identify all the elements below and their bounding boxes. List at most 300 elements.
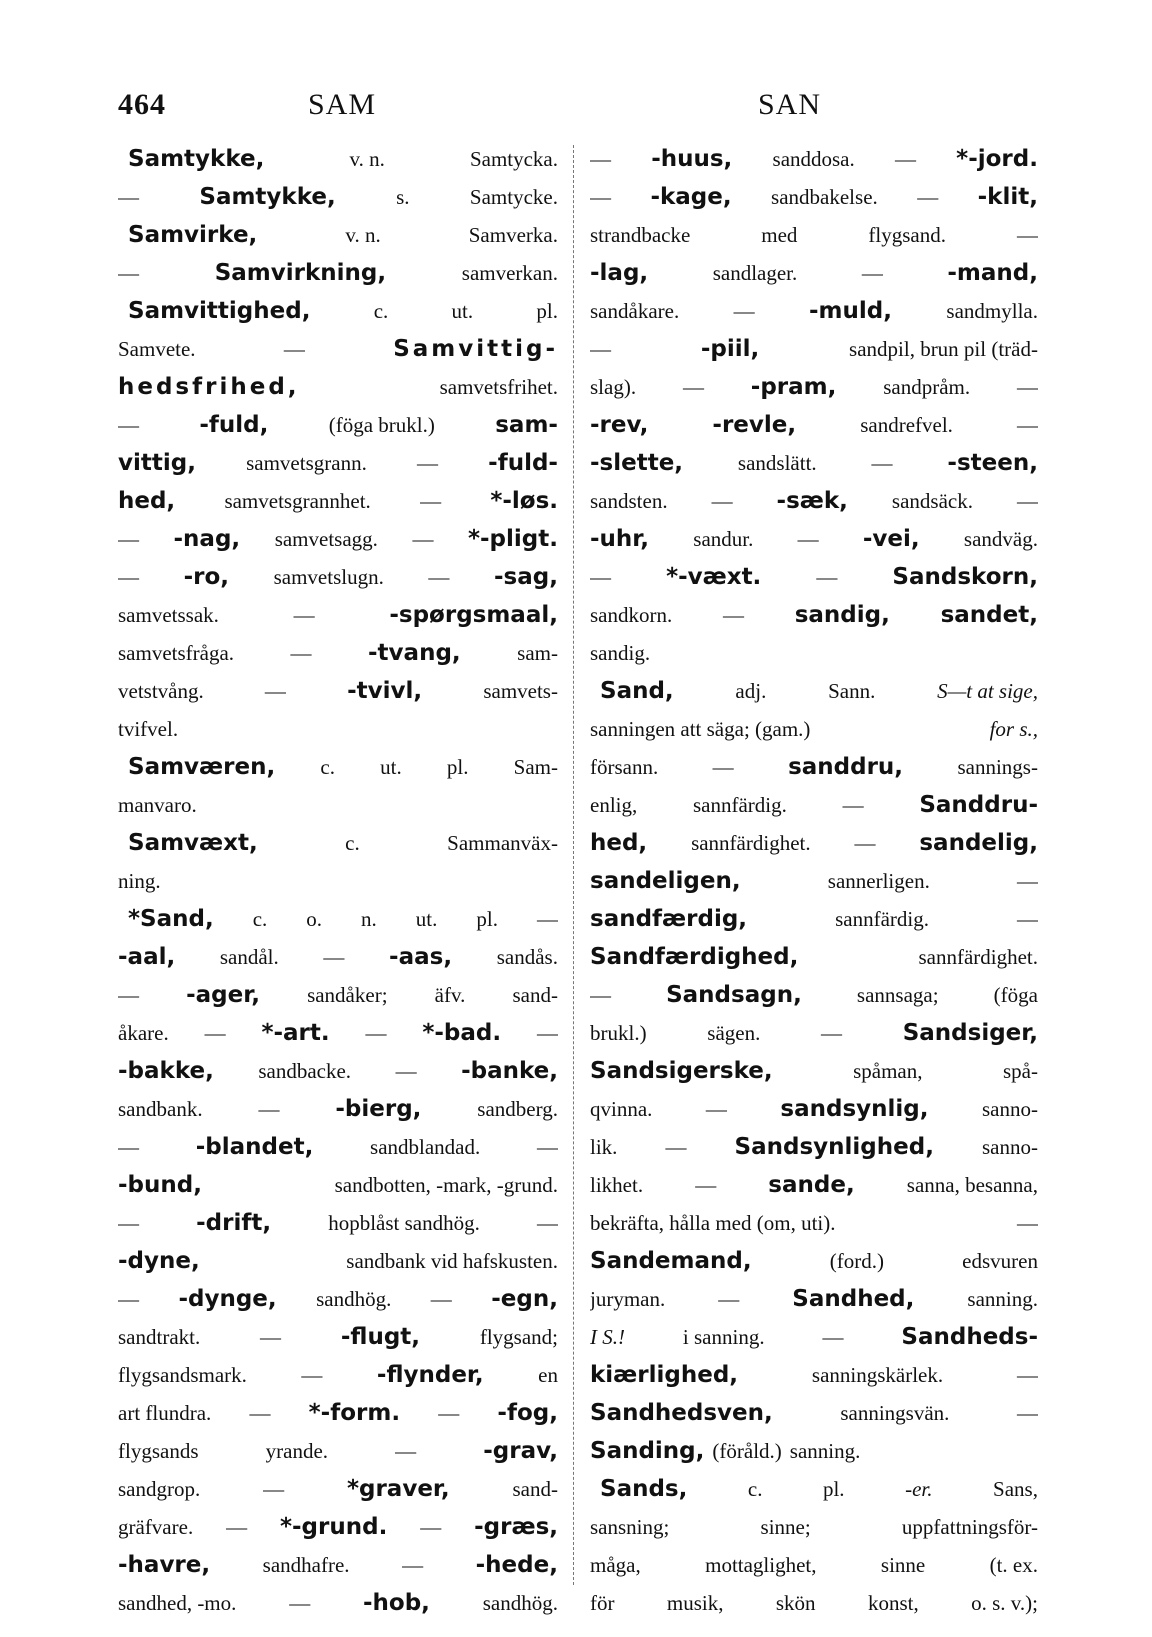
entry-line: [590, 330, 1038, 368]
headword: -fuld,: [199, 412, 269, 438]
definition-text: —: [590, 565, 611, 589]
entry-line: [118, 976, 558, 1014]
headword: -muld,: [809, 298, 892, 324]
definition-text: flygsands: [118, 1439, 199, 1463]
definition-text: pl.: [446, 755, 469, 779]
definition-text: sandslätt.: [737, 451, 817, 475]
definition-text: —: [917, 185, 939, 209]
headword: -bakke,: [118, 1058, 214, 1084]
definition-text: for s.,: [989, 717, 1038, 741]
headword: sanddru,: [788, 754, 904, 780]
definition-text: sandpråm.: [883, 375, 971, 399]
definition-text: —: [1017, 375, 1038, 399]
headword: *-grund.: [279, 1514, 388, 1540]
definition-text: —: [816, 565, 838, 589]
definition-text: —: [536, 1021, 558, 1045]
entry-line: [590, 634, 1038, 672]
definition-text: yrande.: [265, 1439, 329, 1463]
entry-line: [590, 406, 1038, 444]
definition-text: sandmylla.: [946, 299, 1038, 323]
entry-line: [590, 710, 1038, 748]
entry-line: [118, 140, 558, 178]
definition-text: försann.: [590, 755, 659, 779]
definition-text: sinne: [880, 1553, 926, 1577]
headword: -slette,: [590, 450, 684, 476]
definition-text: —: [821, 1021, 843, 1045]
headword: -pram,: [750, 374, 837, 400]
definition-text: c.: [320, 755, 335, 779]
entry-line: [590, 178, 1038, 216]
definition-text: (föråld.): [712, 1439, 782, 1463]
definition-text: ut.: [415, 907, 438, 931]
definition-text: sandåkare.: [590, 299, 680, 323]
definition-text: sandhed, -mo.: [118, 1591, 237, 1615]
headword: sam-: [495, 412, 558, 438]
definition-text: —: [536, 1211, 558, 1235]
right-guideword: SAN: [758, 88, 822, 121]
headword: -dyne,: [118, 1248, 200, 1274]
entry-line: [118, 596, 558, 634]
definition-text: —: [695, 1173, 717, 1197]
definition-text: sandur.: [693, 527, 754, 551]
entry-line: [590, 938, 1038, 976]
entry-line: [590, 368, 1038, 406]
headword: -vei,: [862, 526, 920, 552]
definition-text: I S.!: [590, 1325, 625, 1349]
definition-text: Samvete.: [118, 337, 196, 361]
entry-line: [118, 710, 558, 748]
headword: Sanddru-: [919, 792, 1038, 818]
entry-line: [590, 216, 1038, 254]
headword: -revle,: [712, 412, 797, 438]
definition-text: uppfattningsför-: [901, 1515, 1038, 1539]
entry-line: [118, 1090, 558, 1128]
entry-line: [590, 292, 1038, 330]
entry-line: [118, 1318, 558, 1356]
definition-text: —: [412, 527, 434, 551]
entry-line: [590, 824, 1038, 862]
headword: -fuld-: [488, 450, 558, 476]
headword: Sand,: [600, 678, 674, 704]
headword: sandeligen,: [590, 868, 741, 894]
entry-line: [590, 444, 1038, 482]
entry-line: [590, 1014, 1038, 1052]
definition-text: —: [249, 1401, 271, 1425]
definition-text: Samtycke.: [469, 185, 558, 209]
definition-text: sansning;: [590, 1515, 670, 1539]
definition-text: likhet.: [590, 1173, 644, 1197]
entry-line: [590, 1470, 1038, 1508]
headword: Sandsigerske,: [590, 1058, 773, 1084]
headword: sandig,: [794, 602, 890, 628]
entry-line: [118, 1014, 558, 1052]
headword: sandet,: [940, 602, 1038, 628]
definition-text: —: [118, 1211, 139, 1235]
definition-text: samvetssak.: [118, 603, 219, 627]
definition-text: —: [590, 147, 611, 171]
headword: Sandheds-: [901, 1324, 1038, 1350]
headword: Sandsagn,: [666, 982, 802, 1008]
definition-text: sandsten.: [590, 489, 668, 513]
definition-text: —: [428, 565, 450, 589]
entry-line: [590, 862, 1038, 900]
definition-text: —: [871, 451, 893, 475]
headword: Sandfærdighed,: [590, 944, 799, 970]
definition-text: —: [718, 1287, 740, 1311]
entry-line: [590, 900, 1038, 938]
headword: -mand,: [947, 260, 1038, 286]
entry-line: [590, 1584, 1038, 1622]
entry-line: [590, 558, 1038, 596]
definition-text: sannsaga;: [856, 983, 939, 1007]
definition-text: tvifvel.: [118, 717, 179, 741]
entry-line: [118, 1584, 558, 1622]
definition-text: samvetsagg.: [274, 527, 378, 551]
definition-text: (t. ex.: [989, 1553, 1038, 1577]
entry-line: [118, 368, 558, 406]
entry-line: [118, 444, 558, 482]
definition-text: Sam-: [513, 755, 558, 779]
left-guideword: SAM: [308, 88, 377, 121]
entry-line: [118, 520, 558, 558]
headword: Sandskorn,: [892, 564, 1038, 590]
headword: *-form.: [308, 1400, 401, 1426]
headword: -hede,: [475, 1552, 558, 1578]
definition-text: lik.: [590, 1135, 618, 1159]
headword: -flynder,: [376, 1362, 484, 1388]
definition-text: sandhög.: [482, 1591, 558, 1615]
definition-text: måga,: [590, 1553, 641, 1577]
definition-text: sanningskärlek.: [811, 1363, 944, 1387]
definition-text: ut.: [451, 299, 474, 323]
headword: -steen,: [947, 450, 1038, 476]
entry-line: [590, 1432, 1038, 1470]
entry-line: [590, 1204, 1038, 1242]
entry-line: [118, 1432, 558, 1470]
definition-text: —: [395, 1059, 417, 1083]
definition-text: pl.: [822, 1477, 845, 1501]
definition-text: —: [733, 299, 755, 323]
headword: sandelig,: [919, 830, 1038, 856]
definition-text: samvetsfrihet.: [439, 375, 558, 399]
entry-line: [118, 178, 558, 216]
definition-text: —: [263, 1477, 285, 1501]
definition-text: (ford.): [829, 1249, 884, 1273]
entry-line: [590, 786, 1038, 824]
entry-line: [118, 862, 558, 900]
definition-text: samvetsgrannhet.: [224, 489, 371, 513]
entry-line: [118, 216, 558, 254]
headword: vittig,: [118, 450, 196, 476]
definition-text: —: [283, 337, 305, 361]
headword: Sandhedsven,: [590, 1400, 773, 1426]
headword: sande,: [768, 1172, 855, 1198]
definition-text: o.: [306, 907, 323, 931]
definition-text: —: [797, 527, 819, 551]
definition-text: sandbacke.: [258, 1059, 352, 1083]
definition-text: sandsäck.: [891, 489, 973, 513]
definition-text: —: [1017, 907, 1038, 931]
headword: Samvirkning,: [214, 260, 387, 286]
definition-text: (föga: [993, 983, 1038, 1007]
definition-text: musik,: [666, 1591, 724, 1615]
definition-text: v. n.: [345, 223, 381, 247]
definition-text: ning.: [118, 869, 161, 893]
headword: -bund,: [118, 1172, 202, 1198]
definition-text: vetstvång.: [118, 679, 204, 703]
definition-text: —: [822, 1325, 844, 1349]
definition-text: samvetslugn.: [273, 565, 384, 589]
entry-line: [118, 1204, 558, 1242]
definition-text: sanning.: [789, 1439, 861, 1463]
entry-line: [118, 1470, 558, 1508]
definition-text: —: [894, 147, 916, 171]
entry-line: [590, 1356, 1038, 1394]
page-number: 464: [118, 88, 166, 121]
entry-line: [590, 1508, 1038, 1546]
definition-text: ut.: [380, 755, 402, 779]
definition-text: konst,: [867, 1591, 919, 1615]
entry-line: [118, 330, 558, 368]
definition-text: pl.: [476, 907, 498, 931]
definition-text: samverkan.: [461, 261, 558, 285]
headword: Sandsynlighed,: [734, 1134, 934, 1160]
definition-text: sanddosa.: [772, 147, 855, 171]
definition-text: —: [118, 527, 139, 551]
headword: *-løs.: [490, 488, 558, 514]
definition-text: manvaro.: [118, 793, 197, 817]
headword: -dynge,: [178, 1286, 277, 1312]
definition-text: sanning.: [967, 1287, 1038, 1311]
headword: -græs,: [474, 1514, 558, 1540]
entry-line: [590, 520, 1038, 558]
left-column: [118, 140, 558, 1622]
definition-text: —: [430, 1287, 452, 1311]
definition-text: —: [402, 1553, 424, 1577]
definition-text: —: [536, 1135, 558, 1159]
headword: Sandsiger,: [902, 1020, 1038, 1046]
definition-text: en: [538, 1363, 558, 1387]
definition-text: sannfärdig.: [835, 907, 929, 931]
headword: -havre,: [118, 1552, 211, 1578]
headword: -bierg,: [335, 1096, 422, 1122]
definition-text: sandblandad.: [370, 1135, 481, 1159]
definition-text: sandbakelse.: [771, 185, 878, 209]
entry-line: [118, 406, 558, 444]
definition-text: —: [365, 1021, 387, 1045]
entry-line: [590, 1394, 1038, 1432]
definition-text: —: [260, 1325, 282, 1349]
definition-text: —: [204, 1021, 226, 1045]
definition-text: sandhög.: [316, 1287, 392, 1311]
column-divider: [573, 145, 574, 1585]
definition-text: c.: [747, 1477, 763, 1501]
definition-text: —: [682, 375, 704, 399]
headword: Samvittig-: [393, 336, 558, 362]
definition-text: —: [854, 831, 876, 855]
definition-text: slag).: [590, 375, 637, 399]
headword: -banke,: [461, 1058, 558, 1084]
definition-text: sand-: [512, 1477, 558, 1501]
entry-line: [118, 1508, 558, 1546]
definition-text: sannfärdighet.: [918, 945, 1038, 969]
headword: hedsfrihed,: [118, 374, 300, 400]
definition-text: —: [118, 983, 139, 1007]
right-column: [590, 140, 1038, 1622]
definition-text: sägen.: [707, 1021, 761, 1045]
entry-line: [118, 672, 558, 710]
definition-text: sanna, besanna,: [906, 1173, 1038, 1197]
headword: -grav,: [483, 1438, 558, 1464]
definition-text: S—t at sige,: [937, 679, 1038, 703]
definition-text: —: [590, 337, 611, 361]
definition-text: art flundra.: [118, 1401, 212, 1425]
entry-line: [590, 1318, 1038, 1356]
entry-line: [118, 748, 558, 786]
entry-line: [118, 1394, 558, 1432]
definition-text: Samtycka.: [469, 147, 558, 171]
headword: kiærlighed,: [590, 1362, 739, 1388]
entry-line: [590, 1090, 1038, 1128]
definition-text: åkare.: [118, 1021, 169, 1045]
definition-text: i sanning.: [682, 1325, 765, 1349]
definition-text: sandtrakt.: [118, 1325, 201, 1349]
headword: sandfærdig,: [590, 906, 748, 932]
definition-text: —: [1017, 1211, 1038, 1235]
definition-text: —: [711, 489, 733, 513]
definition-text: sandberg.: [477, 1097, 558, 1121]
headword: -drift,: [196, 1210, 272, 1236]
definition-text: —: [420, 489, 442, 513]
headword: *-væxt.: [666, 564, 762, 590]
entry-line: [590, 254, 1038, 292]
definition-text: sandkorn.: [590, 603, 673, 627]
headword: *Sand,: [128, 906, 214, 932]
definition-text: pl.: [536, 299, 558, 323]
definition-text: —: [1016, 223, 1038, 247]
definition-text: strandbacke: [590, 223, 691, 247]
definition-text: —: [323, 945, 345, 969]
definition-text: sandhafre.: [262, 1553, 350, 1577]
definition-text: hopblåst sandhög.: [328, 1211, 480, 1235]
definition-text: sandbotten, -mark, -grund.: [334, 1173, 558, 1197]
definition-text: sanno-: [981, 1097, 1038, 1121]
definition-text: qvinna.: [590, 1097, 653, 1121]
page-header: [118, 88, 1038, 128]
definition-text: för: [590, 1591, 615, 1615]
definition-text: brukl.): [590, 1021, 647, 1045]
definition-text: sandbank vid hafskusten.: [346, 1249, 558, 1273]
headword: Sanding,: [590, 1438, 705, 1464]
definition-text: samvets-: [483, 679, 558, 703]
definition-text: —: [118, 413, 139, 437]
definition-text: —: [118, 1287, 139, 1311]
definition-text: adj.: [735, 679, 767, 703]
definition-text: —: [1016, 489, 1038, 513]
definition-text: sanningen att säga; (gam.): [590, 717, 811, 741]
entry-line: [590, 1052, 1038, 1090]
entry-line: [118, 482, 558, 520]
definition-text: —: [1017, 413, 1038, 437]
headword: -klit,: [977, 184, 1038, 210]
definition-text: mottaglighet,: [705, 1553, 817, 1577]
definition-text: sannerligen.: [827, 869, 930, 893]
headword: -flugt,: [340, 1324, 421, 1350]
headword: -huus,: [651, 146, 733, 172]
definition-text: —: [118, 565, 139, 589]
definition-text: —: [290, 641, 312, 665]
definition-text: sannings-: [957, 755, 1038, 779]
definition-text: —: [1016, 869, 1038, 893]
headword: *-art.: [261, 1020, 330, 1046]
definition-text: sandåker;: [307, 983, 388, 1007]
definition-text: —: [705, 1097, 727, 1121]
definition-text: c.: [252, 907, 268, 931]
definition-text: —: [417, 451, 438, 475]
entry-line: [118, 1356, 558, 1394]
definition-text: —: [118, 261, 139, 285]
definition-text: edsvuren: [962, 1249, 1038, 1273]
entry-line: [590, 1242, 1038, 1280]
definition-text: flygsand.: [868, 223, 946, 247]
headword: -aal,: [118, 944, 176, 970]
headword: hed,: [590, 830, 648, 856]
definition-text: —: [118, 185, 139, 209]
definition-text: Sans,: [993, 1477, 1038, 1501]
definition-text: —: [395, 1439, 417, 1463]
definition-text: —: [712, 755, 734, 779]
definition-text: enlig,: [590, 793, 638, 817]
headword: Samtykke,: [128, 146, 265, 172]
headword: -ro,: [183, 564, 230, 590]
headword: Sandemand,: [590, 1248, 752, 1274]
definition-text: —: [264, 679, 286, 703]
headword: Sands,: [600, 1476, 688, 1502]
entry-line: [118, 558, 558, 596]
entry-line: [118, 938, 558, 976]
definition-text: äfv.: [434, 983, 466, 1007]
definition-text: juryman.: [590, 1287, 666, 1311]
definition-text: Sammanväx-: [447, 831, 558, 855]
definition-text: —: [258, 1097, 280, 1121]
headword: Samvæxt,: [128, 830, 258, 856]
headword: *-jord.: [956, 146, 1038, 172]
definition-text: sandväg.: [963, 527, 1038, 551]
entry-line: [118, 1242, 558, 1280]
definition-text: s.: [396, 185, 410, 209]
headword: -tvivl,: [347, 678, 423, 704]
headword: -hob,: [363, 1590, 430, 1616]
headword: -aas,: [389, 944, 453, 970]
headword: Samvittighed,: [128, 298, 311, 324]
headword: -fog,: [497, 1400, 558, 1426]
definition-text: —: [861, 261, 883, 285]
definition-text: sandbank.: [118, 1097, 203, 1121]
entry-line: [118, 900, 558, 938]
headword: -spørgsmaal,: [389, 602, 558, 628]
definition-text: sinne;: [760, 1515, 811, 1539]
definition-text: —: [301, 1363, 323, 1387]
headword: -nag,: [173, 526, 241, 552]
entry-line: [118, 634, 558, 672]
definition-text: samvetsfråga.: [118, 641, 235, 665]
definition-text: Sann.: [828, 679, 876, 703]
definition-text: o. s. v.);: [971, 1591, 1038, 1615]
definition-text: —: [665, 1135, 687, 1159]
definition-text: samvetsgrann.: [246, 451, 367, 475]
definition-text: —: [1017, 1401, 1038, 1425]
definition-text: (föga brukl.): [328, 413, 435, 437]
